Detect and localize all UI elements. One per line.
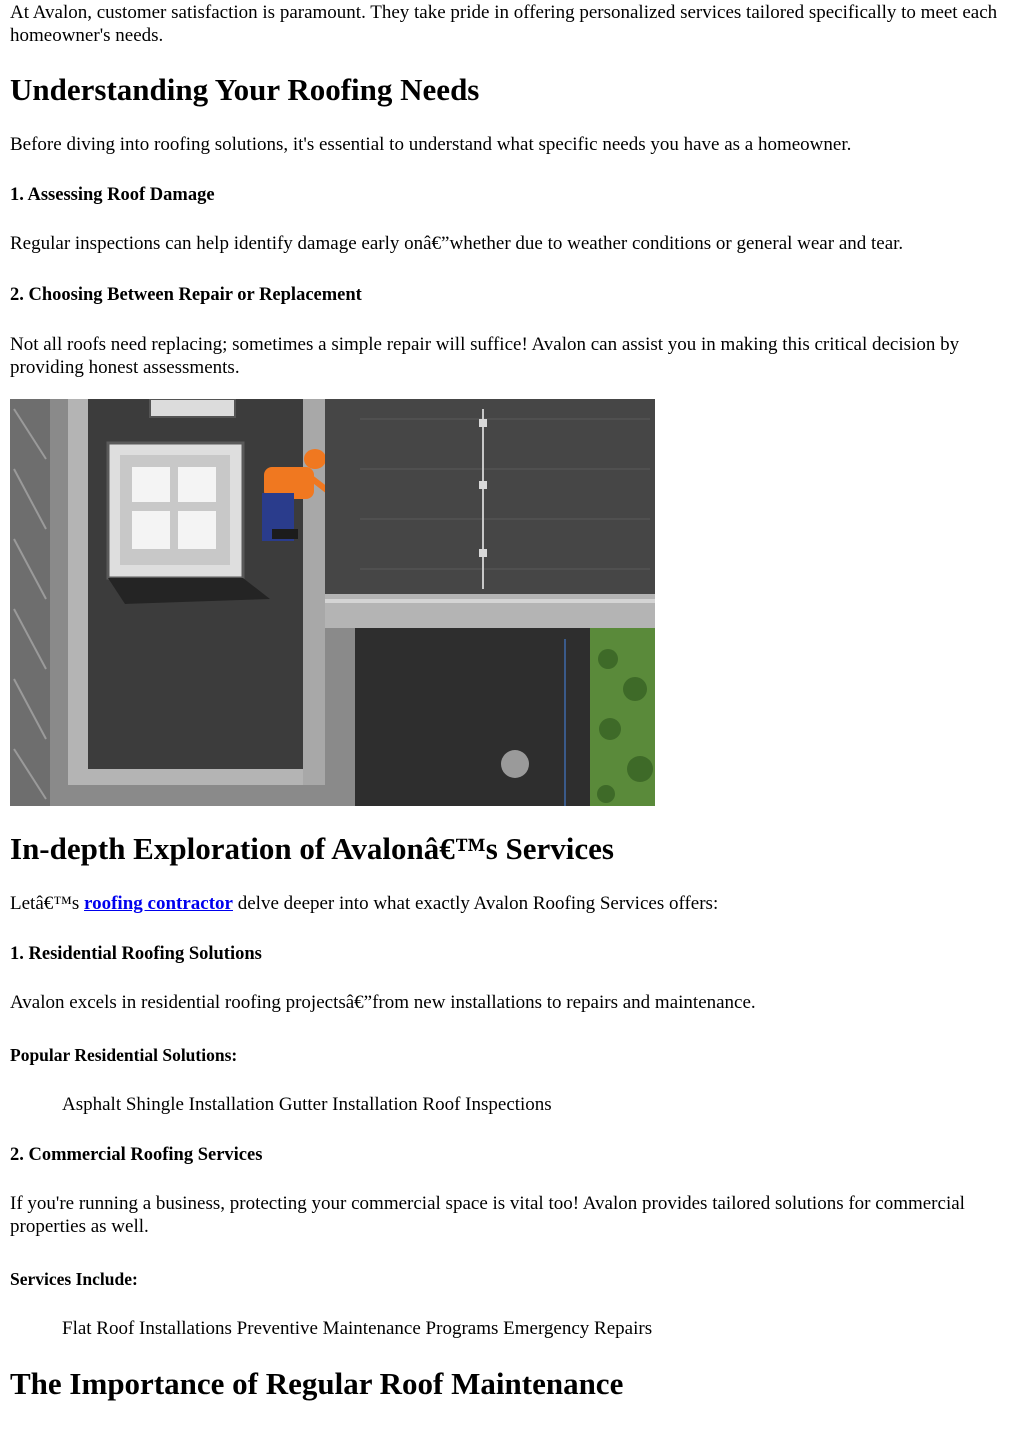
understanding-paragraph: Before diving into roofing solutions, it's essential to understand what specific needs you have as a homeowner. — [10, 134, 852, 155]
heading-commercial-services: 2. Commercial Roofing Services — [10, 1145, 263, 1165]
services-lead-after: delve deeper into what exactly Avalon Roofing Services offers: — [232, 893, 719, 914]
assessing-paragraph: Regular inspections can help identify damage early onâ€”whether due to weather conditions or general wear and tear. — [10, 233, 904, 254]
residential-paragraph: Avalon excels in residential roofing projectsâ€”from new installations to repairs and maintenance. — [10, 992, 756, 1013]
heading-regular-maintenance: The Importance of Regular Roof Maintenance — [10, 1366, 624, 1401]
services-lead-before: Letâ€™s — [10, 893, 85, 914]
heading-understanding-needs: Understanding Your Roofing Needs — [10, 72, 480, 107]
repair-paragraph: Not all roofs need replacing; sometimes a simple repair will suffice! Avalon can assist you in making this critical decision by providing honest assessments. — [10, 334, 960, 378]
roof-worker-image — [10, 399, 655, 806]
commercial-list-heading: Services Include: — [10, 1269, 138, 1289]
commercial-paragraph: If you're running a business, protecting your commercial space is vital too! Avalon provides tailored solutions for commercial properties as well. — [10, 1193, 965, 1237]
residential-list-heading: Popular Residential Solutions: — [10, 1045, 238, 1065]
heading-services-exploration: In-depth Exploration of Avalonâ€™s Services — [10, 831, 614, 866]
intro-paragraph: At Avalon, customer satisfaction is paramount. They take pride in offering personalized services tailored specifically to meet each homeowner's needs. — [10, 2, 998, 46]
services-lead-paragraph — [10, 892, 718, 915]
heading-assessing-damage: 1. Assessing Roof Damage — [10, 185, 215, 205]
residential-list: Asphalt Shingle Installation Gutter Installation Roof Inspections — [62, 1094, 552, 1115]
heading-residential-solutions: 1. Residential Roofing Solutions — [10, 944, 262, 964]
commercial-list: Flat Roof Installations Preventive Maintenance Programs Emergency Repairs — [62, 1318, 653, 1339]
heading-repair-or-replacement: 2. Choosing Between Repair or Replacement — [10, 285, 362, 305]
roofing-contractor-link[interactable]: roofing contractor — [84, 893, 233, 914]
